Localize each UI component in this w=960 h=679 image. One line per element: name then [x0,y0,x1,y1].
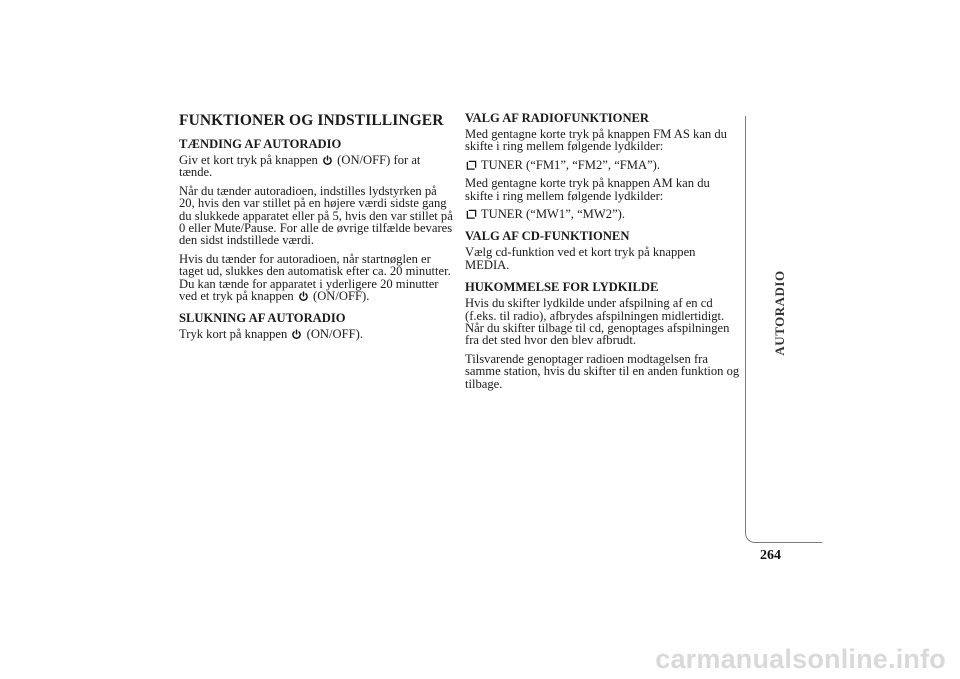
chapter-label: AUTORADIO [772,270,787,356]
paragraph-text: Hvis du tænder for autoradioen, når startnøglen er taget ud, slukkes den automatisk efter ca. 20 minutter. Du kan tænde for apparatet i yderligere 20 minutter ved et tryk på knappen [179,251,451,304]
paragraph-text: (ON/OFF). [313,289,370,304]
paragraph: Med gentagne korte tryk på knappen FM AS kan du skifte i ring mellem følgende lydkilder: [465,127,727,154]
checkbox-bullet-icon [466,160,477,171]
section-slukning [179,312,453,340]
paragraph: Tilsvarende genoptager radioen modtagelsen fra samme station, hvis du skifter til en anden funktion og tilbage. [465,351,740,391]
bullet-item [465,208,740,220]
watermark: carmanualsonline.info [655,644,946,674]
side-tab-label [770,238,790,388]
right-column [465,112,740,400]
paragraph-text: Giv et kort tryk på knappen [179,153,318,167]
paragraph [179,154,453,179]
subheading-taending: TÆNDING AF AUTORADIO [179,137,342,151]
section-cd-funktion [465,230,740,271]
section-heading: FUNKTIONER OG INDSTILLINGER [179,112,444,129]
bullet-text: TUNER (“FM1”, “FM2”, “FMA”). [480,157,661,172]
paragraph-text: (ON/OFF). [306,327,363,342]
section-taending [179,138,453,302]
subheading-cd-funktion: VALG AF CD-FUNKTIONEN [465,229,630,244]
paragraph-text: Tryk kort på knappen [179,327,288,342]
paragraph-text: (ON/OFF) for at tænde. [179,153,421,180]
page-number: 264 [760,548,781,563]
paragraph [179,253,453,303]
subheading-hukommelse: HUKOMMELSE FOR LYDKILDE [465,280,659,295]
power-icon [291,329,302,340]
paragraph: Vælg cd-funktion ved et kort tryk på knappen MEDIA. [465,245,696,272]
paragraph: Med gentagne korte tryk på knappen AM kan du skifte i ring mellem følgende lydkilder: [465,176,710,203]
power-icon [322,155,333,166]
subheading-radiofunktioner: VALG AF RADIOFUNKTIONER [465,111,650,125]
section-radiofunktioner [465,112,740,220]
subheading-slukning: SLUKNING AF AUTORADIO [179,311,346,326]
section-hukommelse [465,281,740,390]
checkbox-bullet-icon [466,209,477,220]
power-icon [298,291,309,302]
paragraph: Når du tænder autoradioen, indstilles lydstyrken på 20, hvis den var stillet på en højere værdi sidste gang du slukkede apparatet eller på 5, hvis den var stillet på 0 eller Mute/Pause. For alle de øvrige tilfælde bevares den sidst indstillede værdi. [179,183,453,248]
paragraph [179,328,453,340]
bullet-text: TUNER (“MW1”, “MW2”). [480,207,625,222]
paragraph: Hvis du skifter lydkilde under afspilning af en cd (f.eks. til radio), afbrydes afspilningen midlertidigt. Når du skifter tilbage til cd, genoptages afspilningen fra det sted hvor den blev afbrudt. [465,296,730,348]
left-column [179,112,453,351]
bullet-item [465,159,740,171]
